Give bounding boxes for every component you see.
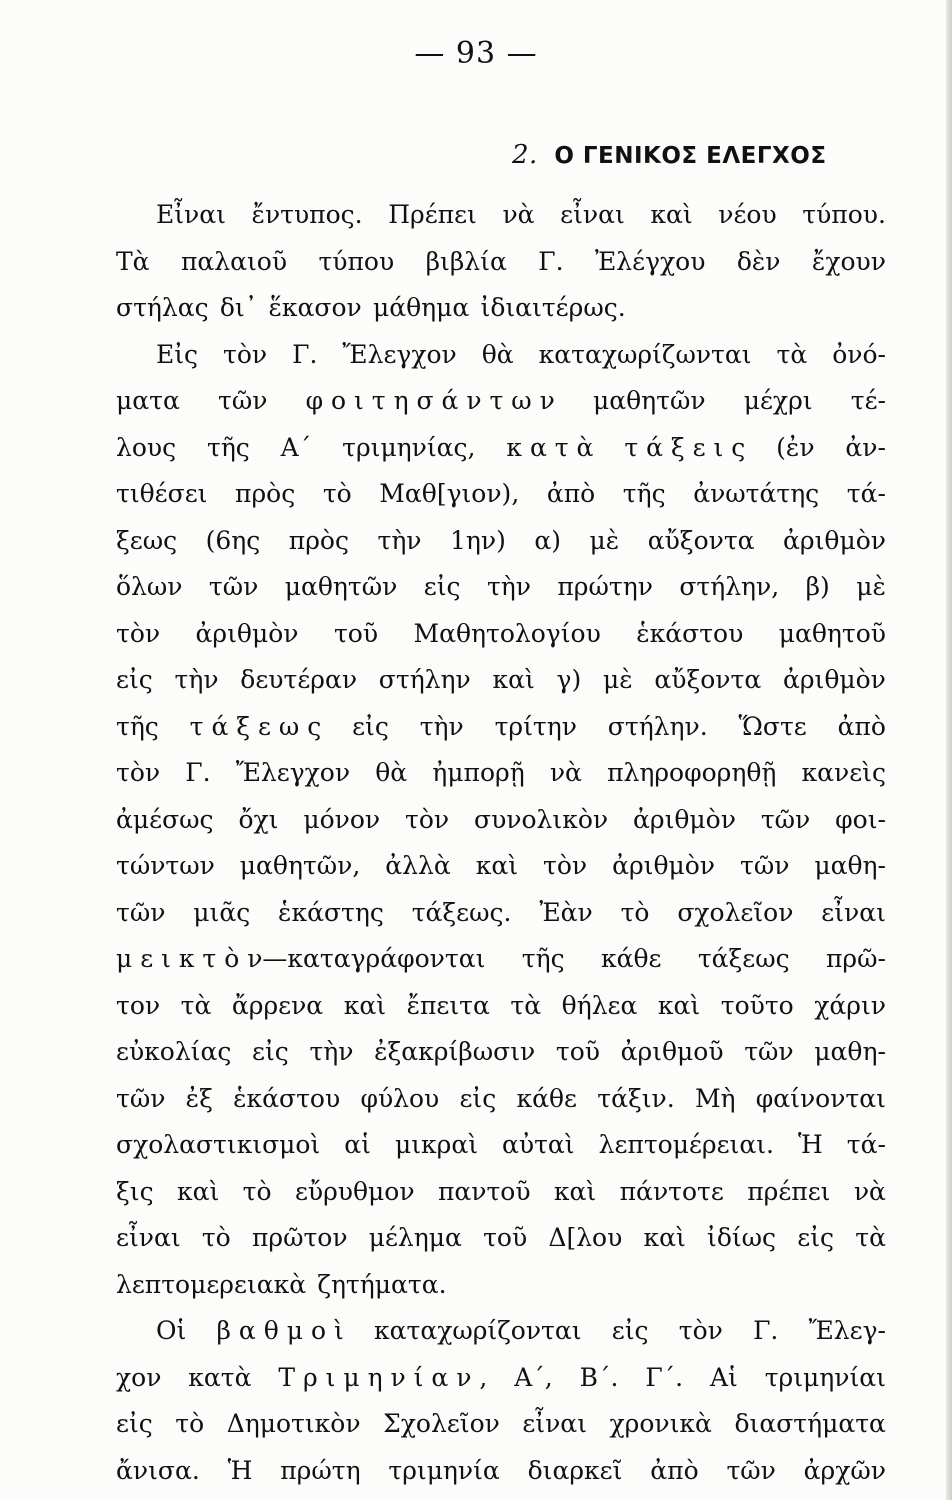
text-line — [116, 1262, 886, 1309]
section-number: 2. — [512, 140, 538, 170]
word: αἱ — [344, 1130, 371, 1159]
word: (6ης — [205, 525, 261, 555]
word: ἀριθμὸν — [782, 665, 886, 694]
word: τοῦ — [555, 1037, 600, 1066]
word: εὔρυθμον — [294, 1176, 415, 1206]
word: φαίνονται — [755, 1083, 886, 1113]
word: τοῦτο — [720, 990, 794, 1020]
text-line — [116, 192, 886, 239]
word: ἔντυπος. — [251, 200, 363, 229]
word: βιβλία — [425, 246, 507, 276]
word: ἄρρενα — [231, 990, 324, 1020]
word: 1ην) — [450, 525, 506, 555]
word: ἐξακρίβωσιν — [374, 1037, 536, 1066]
word: τῶν — [116, 1083, 166, 1113]
word: ἔπειτα — [406, 990, 490, 1020]
word: τὴν — [309, 1037, 354, 1066]
word: μὲ — [856, 572, 886, 601]
word: καταχωρίζωνται — [538, 339, 752, 369]
word: ἀπὸ — [546, 479, 596, 508]
word: Εἰς — [156, 339, 199, 369]
word: Ἔλεγ- — [808, 1316, 886, 1345]
word: τῶν — [116, 897, 166, 927]
word: πρὸς — [288, 525, 349, 555]
word: ἑκάστου — [233, 1083, 341, 1113]
word: εὐκολίας — [116, 1037, 232, 1066]
word: τὸ — [175, 1409, 205, 1438]
word: ἀπὸ — [650, 1455, 699, 1485]
word: μέχρι — [743, 386, 813, 415]
word: πρώτη — [280, 1455, 361, 1485]
word: χρονικὰ — [609, 1409, 712, 1438]
text-line — [116, 704, 886, 751]
word: μὲ — [589, 525, 620, 555]
text-line — [116, 657, 886, 704]
word: καὶ — [475, 851, 519, 880]
word: εἰς — [116, 1409, 153, 1438]
word: τῶν — [726, 1455, 776, 1485]
text-line — [116, 1448, 886, 1495]
word: μέλημα — [368, 1223, 462, 1252]
word: γ) — [556, 665, 582, 694]
word: καταχωρίζονται — [373, 1316, 582, 1345]
word: αὔξοντα — [654, 665, 762, 694]
text-line — [116, 285, 886, 332]
word: Εἶναι — [156, 200, 226, 229]
word: εἰς — [116, 665, 153, 694]
word: Οἱ — [156, 1316, 187, 1345]
word: Ἡ — [227, 1455, 253, 1485]
word: κατὰ — [188, 1362, 252, 1392]
word: εἰς — [797, 1223, 835, 1252]
text-line — [116, 983, 886, 1030]
word: τὸ — [201, 1223, 231, 1252]
word: τύπου. — [802, 200, 886, 229]
word: τῆς — [622, 479, 666, 508]
word: ἀριθμὸν — [783, 525, 886, 555]
word: ἀριθμοῦ — [620, 1037, 724, 1066]
text-line — [116, 936, 886, 983]
word: καὶ — [657, 990, 701, 1020]
word: τῆς — [521, 944, 565, 973]
word: Σχολεῖον — [383, 1409, 500, 1438]
word: ὅλων — [116, 572, 183, 601]
word: τώντων — [116, 851, 215, 880]
word: ἰδιαιτέρως. — [480, 293, 626, 322]
word: Αἱ — [709, 1362, 738, 1392]
word: Γ. — [185, 758, 211, 787]
word: ἑκάστου — [636, 618, 744, 648]
word: ἀλλὰ — [385, 851, 451, 880]
word: μαθητῶν — [284, 572, 398, 601]
word: Α΄ — [280, 432, 312, 462]
word: τ ά ξ ε ω ς — [189, 711, 322, 741]
word: μάθημα — [372, 293, 470, 322]
word: τριμηνία — [388, 1455, 500, 1485]
text-line — [116, 471, 886, 518]
word: πρῶ- — [826, 944, 886, 973]
word: τ ά ξ ε ι ς — [624, 432, 746, 462]
text-line — [116, 1308, 886, 1355]
word: ἀρχῶν — [803, 1455, 886, 1485]
word: α) — [534, 525, 562, 555]
word: φ ο ι τ η σ ά ν τ ω ν — [305, 386, 555, 415]
word: νὰ — [853, 1176, 886, 1206]
word: Γ. — [538, 246, 564, 276]
word: διαρκεῖ — [527, 1455, 623, 1485]
word: λεπτομερειακὰ — [116, 1269, 307, 1299]
word: τὰ — [180, 990, 212, 1020]
word: Μαθητολογίου — [413, 618, 601, 648]
text-line — [116, 332, 886, 379]
text-line — [116, 1076, 886, 1123]
text-line — [116, 564, 886, 611]
text-line — [116, 1401, 886, 1448]
word: χάριν — [814, 990, 886, 1020]
word: ἄνισα. — [116, 1455, 200, 1485]
word: τά- — [846, 1130, 886, 1159]
word: τὴν — [419, 711, 464, 741]
word: πρέπει — [747, 1176, 831, 1206]
word: συνολικὸν — [474, 804, 609, 834]
word: ἰδίως — [707, 1223, 777, 1252]
word: πάντοτε — [619, 1176, 724, 1206]
word: νὰ — [502, 200, 535, 229]
word: Μὴ — [694, 1083, 736, 1113]
word: Τ ρ ι μ η ν ί α ν , — [278, 1362, 488, 1392]
word: εἰς — [459, 1083, 497, 1113]
word: τὴν — [174, 665, 219, 694]
text-line — [116, 890, 886, 937]
word: ἀριθμὸν — [195, 618, 299, 648]
word: τάξιν. — [597, 1083, 675, 1113]
word: ἀπὸ — [837, 711, 886, 741]
word: καὶ — [492, 665, 535, 694]
text-line — [116, 750, 886, 797]
word: κ α τ ὰ — [506, 432, 594, 462]
word: καὶ — [343, 990, 387, 1020]
word: ἑκάστης — [278, 897, 384, 927]
word: Ἐὰν — [539, 897, 593, 927]
word: καὶ — [643, 1223, 686, 1252]
text-line — [116, 518, 886, 565]
word: τάξεως — [697, 944, 790, 973]
text-line — [116, 1122, 886, 1169]
word: καὶ — [650, 200, 693, 229]
word: μαθη- — [814, 851, 886, 880]
word: τὰ — [510, 990, 542, 1020]
word: εἰς — [423, 572, 461, 601]
word: τὸ — [242, 1176, 272, 1206]
word: τῶν — [744, 1037, 794, 1066]
word: τῶν — [760, 804, 811, 834]
word: στήλην — [378, 665, 471, 694]
word: μαθητοῦ — [778, 618, 886, 648]
word: Δ[λου — [548, 1223, 623, 1252]
word: δευτέραν — [240, 665, 358, 694]
word: Πρέπει — [388, 200, 477, 229]
word: Γ΄. — [645, 1362, 684, 1392]
word: εἰς — [352, 711, 389, 741]
word: λεπτομέρειαι. — [598, 1130, 774, 1159]
word: πληροφορηθῇ — [607, 758, 777, 787]
word: τῶν — [739, 851, 790, 880]
word: παλαιοῦ — [180, 246, 288, 276]
word: μιᾶς — [193, 897, 251, 927]
word: τὸν — [116, 618, 161, 648]
word: τύπου — [318, 246, 395, 276]
word: εἰς — [611, 1316, 649, 1345]
word: εἰς — [252, 1037, 289, 1066]
page-edge — [946, 0, 952, 1500]
word: ματα — [116, 386, 180, 415]
word: ἀριθμὸν — [612, 851, 716, 880]
word: μαθητῶν, — [239, 851, 361, 880]
word: τά- — [846, 479, 886, 508]
word: ἔχουν — [811, 246, 886, 276]
word: κάθε — [600, 944, 662, 973]
word: ζητήματα. — [317, 1269, 447, 1299]
word: μαθητῶν — [592, 386, 706, 415]
word: λους — [116, 432, 177, 462]
word: τὴν — [377, 525, 422, 555]
word: τὰ — [776, 339, 808, 369]
word: β α θ μ ο ὶ — [216, 1316, 344, 1345]
word: Ἡ — [797, 1130, 823, 1159]
word: Τὰ — [116, 246, 150, 276]
word: εἶναι — [821, 897, 886, 927]
word: τριμηνίαι — [764, 1362, 886, 1392]
text-line — [116, 378, 886, 425]
body-text — [116, 192, 886, 1494]
word: νέου — [718, 200, 777, 229]
text-line — [116, 1029, 886, 1076]
word: ξεως — [116, 525, 178, 555]
word: τῆς — [116, 711, 159, 741]
word: παντοῦ — [437, 1176, 531, 1206]
text-line — [116, 239, 886, 286]
text-line — [116, 1355, 886, 1402]
word: τὰ — [855, 1223, 886, 1252]
word: τὸν — [678, 1316, 723, 1345]
section-heading — [512, 140, 827, 170]
word: εἶναι — [522, 1409, 587, 1438]
word: τὴν — [486, 572, 531, 601]
word: καὶ — [176, 1176, 220, 1206]
text-line — [116, 425, 886, 472]
text-line — [116, 611, 886, 658]
word: Ἐλέγχου — [594, 246, 706, 276]
word: ὄχι — [238, 804, 279, 834]
word: σχολαστικισμοὶ — [116, 1130, 321, 1159]
word: δὲν — [736, 246, 781, 276]
word: ξις — [116, 1176, 154, 1206]
section-title: Ο ΓΕΝΙΚΟΣ ΕΛΕΓΧΟΣ — [554, 143, 827, 169]
word: μικραὶ — [394, 1130, 479, 1159]
word: τῶν — [218, 386, 268, 415]
word: ἀριθμὸν — [632, 804, 736, 834]
word: θήλεα — [561, 990, 638, 1020]
page-number: — 93 — — [414, 36, 538, 71]
word: πρώτην — [557, 572, 653, 601]
word: τὸν — [543, 851, 588, 880]
word: ἐξ — [185, 1083, 213, 1113]
word: φοι- — [835, 804, 886, 834]
word: Γ. — [292, 339, 318, 369]
word: (ἐν — [776, 432, 815, 462]
word: τὸ — [322, 479, 352, 508]
word: τοῦ — [333, 618, 379, 648]
text-line — [116, 843, 886, 890]
word: ἠμπορῇ — [432, 758, 525, 787]
word: τὸν — [116, 758, 161, 787]
word: στήλας — [116, 293, 209, 322]
word: στήλην, — [679, 572, 780, 601]
word: κάθε — [516, 1083, 578, 1113]
word: αὐταὶ — [502, 1130, 575, 1159]
text-line — [116, 1169, 886, 1216]
word: θὰ — [481, 339, 514, 369]
word: τῆς — [206, 432, 250, 462]
word: τὸ — [620, 897, 650, 927]
word: πρὸς — [235, 479, 296, 508]
word: τιθέσει — [116, 479, 208, 508]
word: Δημοτικὸν — [226, 1409, 361, 1438]
word: διαστήματα — [734, 1409, 886, 1438]
word: Ἔλεγχον — [235, 758, 351, 787]
word: νὰ — [549, 758, 582, 787]
word: δι᾿ — [219, 293, 258, 322]
word: ἀν- — [845, 432, 886, 462]
word: ὀνό- — [832, 339, 886, 369]
word: μόνον — [303, 804, 381, 834]
word: εἶναι — [116, 1223, 181, 1252]
text-line — [116, 1215, 886, 1262]
word: τοῦ — [483, 1223, 528, 1252]
word: Α΄, — [514, 1362, 553, 1392]
word: τὸν — [405, 804, 450, 834]
word: Ὥστε — [738, 711, 807, 741]
word: εἶναι — [560, 200, 625, 229]
word: χον — [116, 1362, 162, 1392]
word: μ ε ι κ τ ὸ ν—καταγράφονται — [116, 944, 486, 973]
word: σχολεῖον — [677, 897, 794, 927]
text-line — [116, 797, 886, 844]
word: καὶ — [553, 1176, 597, 1206]
word: Μαθ[γιον), — [379, 479, 520, 508]
word: τάξεως. — [411, 897, 512, 927]
word: Γ. — [753, 1316, 779, 1345]
word: τὸν — [223, 339, 268, 369]
word: τριμηνίας, — [342, 432, 476, 462]
word: τέ- — [850, 386, 886, 415]
word: στήλην. — [607, 711, 708, 741]
word: αὔξοντα — [647, 525, 755, 555]
word: Ἔλεγχον — [342, 339, 457, 369]
word: φύλου — [360, 1083, 440, 1113]
word: τον — [116, 990, 161, 1020]
word: θὰ — [375, 758, 408, 787]
word: ἕκασον — [268, 293, 362, 322]
word: ἀμέσως — [116, 804, 214, 834]
word: τῶν — [208, 572, 259, 601]
word: μὲ — [602, 665, 633, 694]
word: β) — [805, 572, 830, 601]
word: πρῶτον — [251, 1223, 348, 1252]
word: τρίτην — [494, 711, 577, 741]
word: κανεὶς — [801, 758, 886, 787]
word: Β΄. — [579, 1362, 619, 1392]
word: μαθη- — [814, 1037, 886, 1066]
word: ἀνωτάτης — [693, 479, 820, 508]
